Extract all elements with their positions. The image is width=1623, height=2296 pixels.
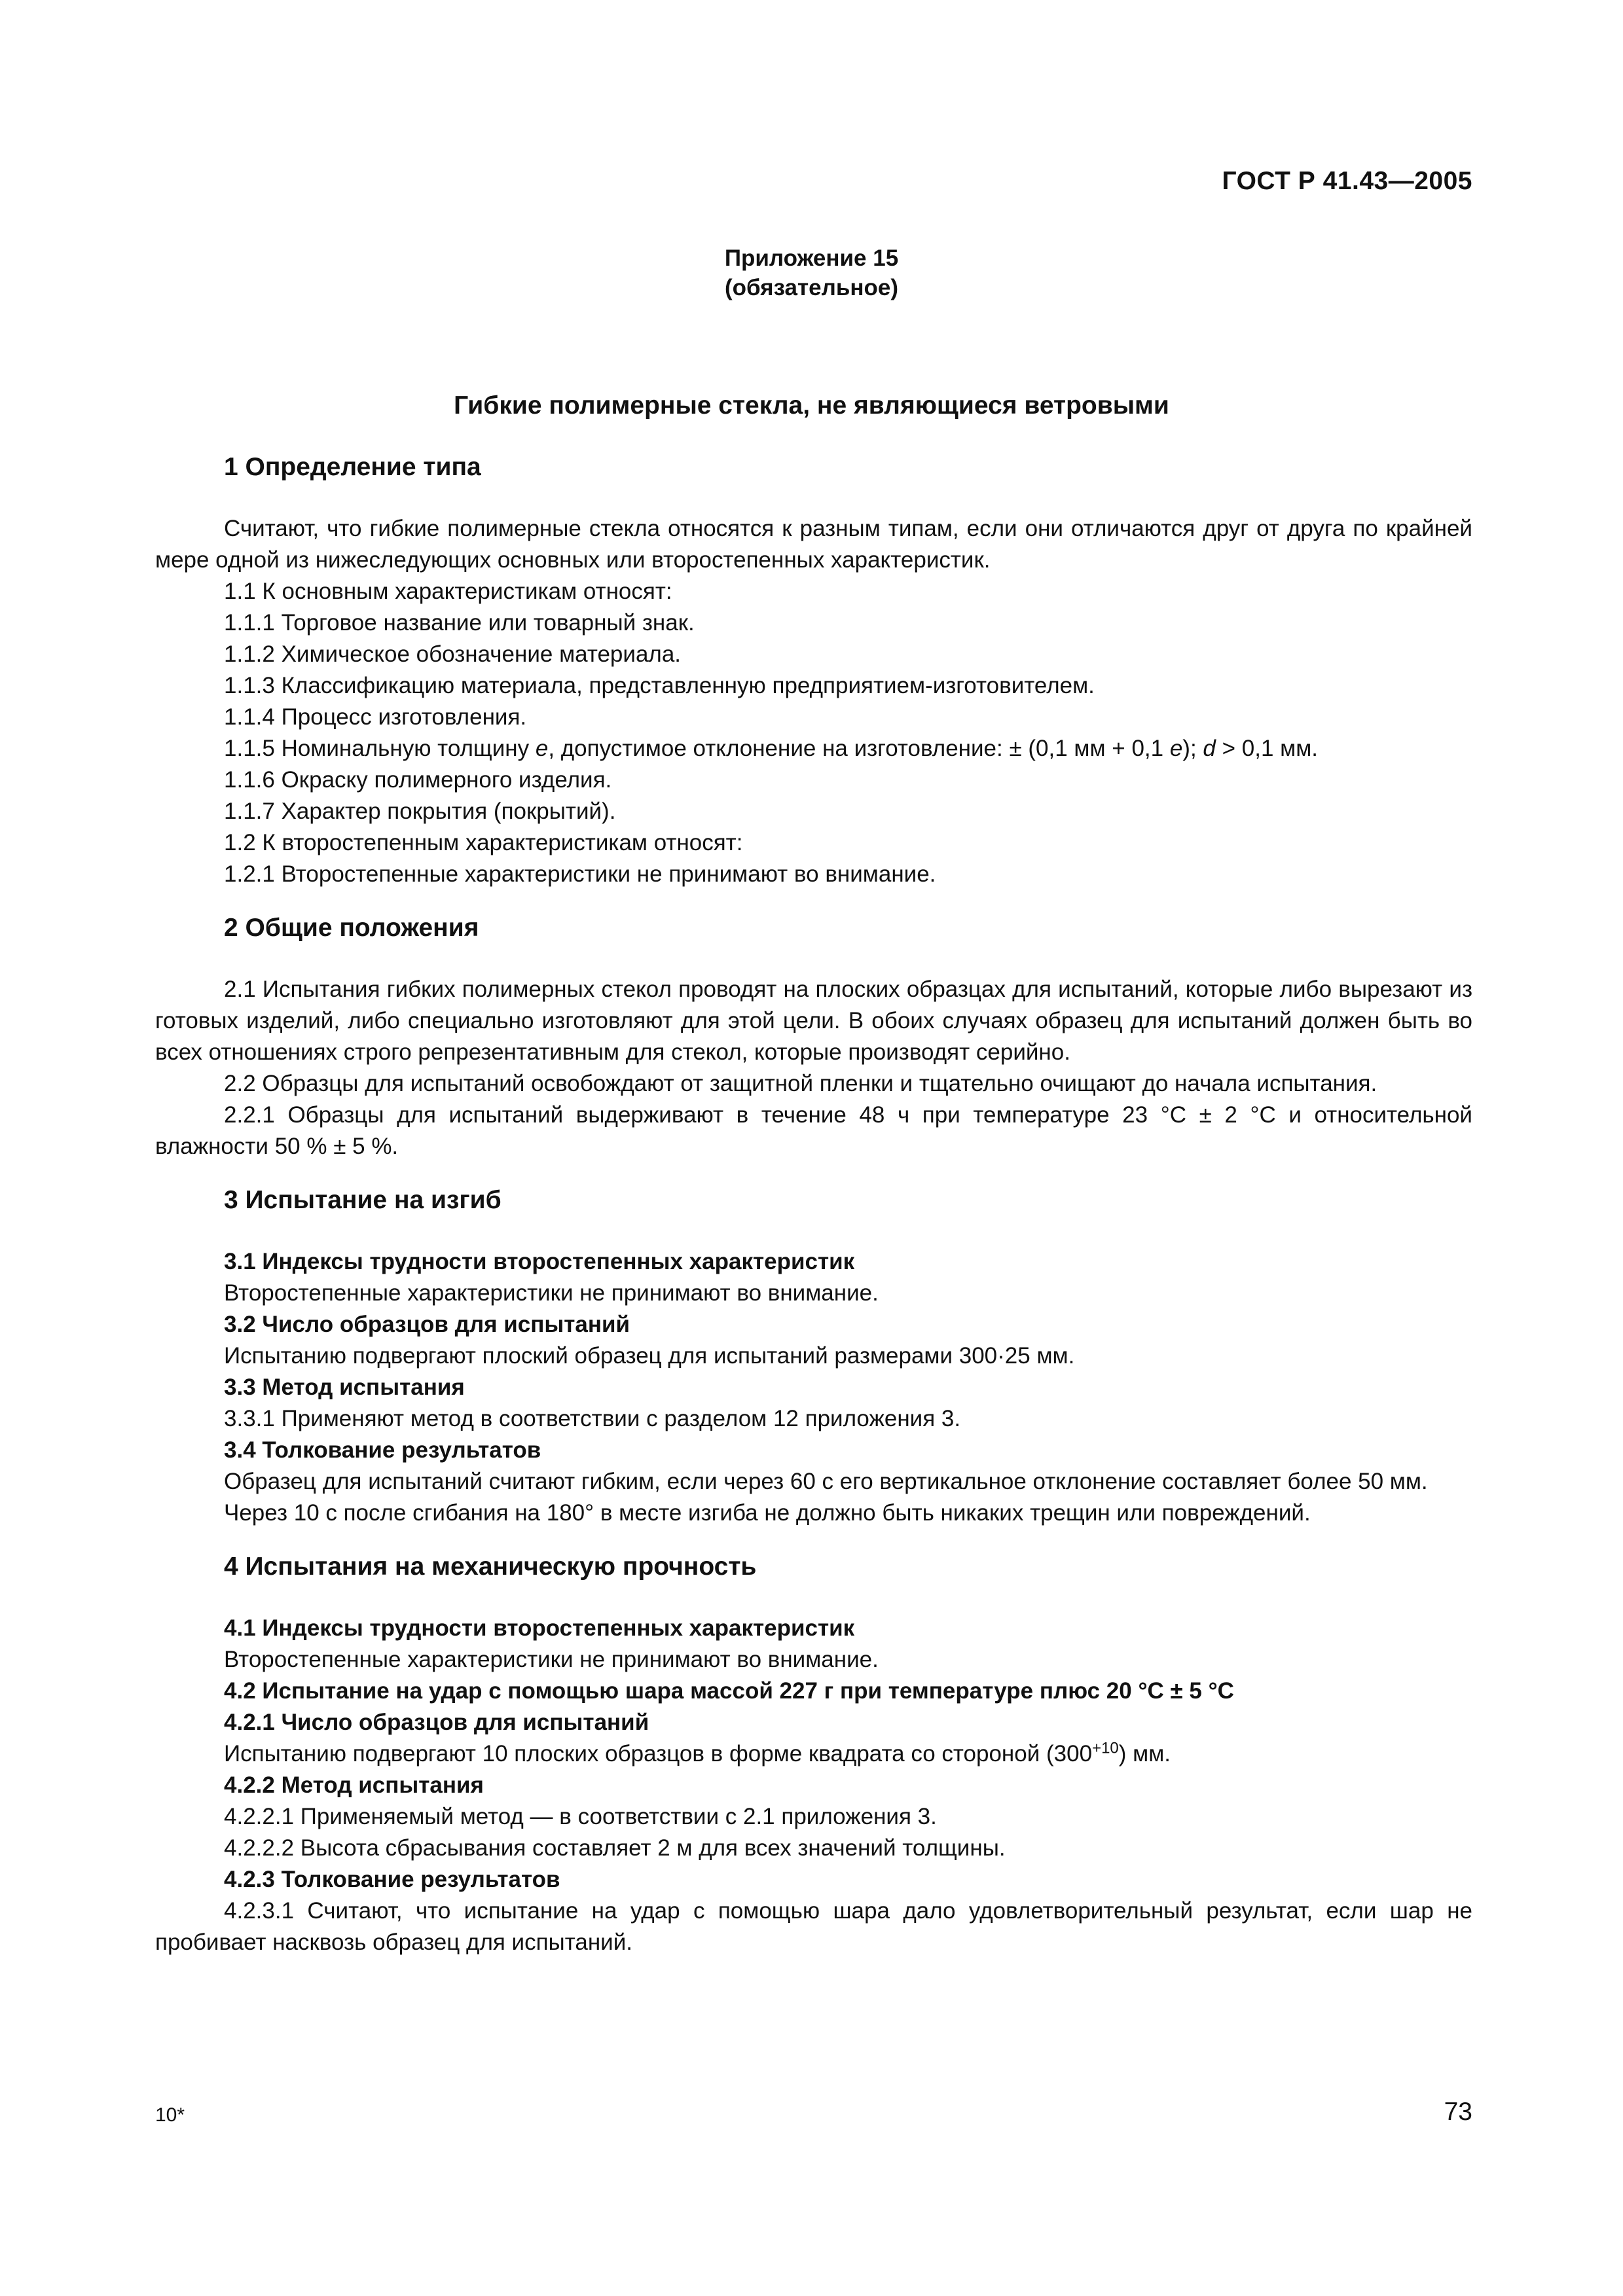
paragraph: 1.1 К основным характеристикам относят:	[224, 579, 672, 604]
paragraph: Образец для испытаний считают гибким, если через 60 с его вертикальное отклонение составляет более 50 мм.	[224, 1469, 1428, 1494]
subsection-heading: 4.2.2 Метод испытания	[224, 1772, 484, 1798]
paragraph: 4.2.3.1 Считают, что испытание на удар с помощью шара дало удовлетворительный результат, если шар не пробивает насквозь образец для испытаний.	[155, 1898, 1472, 1955]
paragraph: 1.2 К второстепенным характеристикам относят:	[224, 830, 743, 855]
subsection-heading: 4.2.3 Толкование результатов	[224, 1867, 560, 1892]
section-2-heading: 2 Общие положения	[224, 914, 479, 942]
paragraph: 1.1.5 Номинальную толщину e, допустимое отклонение на изготовление: ± (0,1 мм + 0,1 e); d > 0,1 мм.	[224, 736, 1318, 761]
signature-mark: 10*	[155, 2104, 185, 2126]
subsection-heading: 3.1 Индексы трудности второстепенных характеристик	[224, 1249, 855, 1274]
paragraph: Через 10 с после сгибания на 180° в месте изгиба не должно быть никаких трещин или повреждений.	[224, 1500, 1311, 1526]
paragraph: 3.3.1 Применяют метод в соответствии с разделом 12 приложения 3.	[224, 1406, 961, 1431]
subsection-heading: 4.2.1 Число образцов для испытаний	[224, 1710, 649, 1735]
paragraph: 1.1.4 Процесс изготовления.	[224, 704, 527, 730]
subsection-heading: 3.3 Метод испытания	[224, 1374, 465, 1400]
paragraph: Испытанию подвергают плоский образец для испытаний размерами 300·25 мм.	[224, 1343, 1075, 1369]
subsection-heading: 3.4 Толкование результатов	[224, 1437, 541, 1463]
paragraph: Считают, что гибкие полимерные стекла относятся к разным типам, если они отличаются друг от друга по крайней мере одной из нижеследующих основных или второстепенных характеристик.	[155, 516, 1472, 573]
subsection-heading: 4.1 Индексы трудности второстепенных характеристик	[224, 1615, 855, 1641]
paragraph: 2.2 Образцы для испытаний освобождают от защитной пленки и тщательно очищают до начала испытания.	[224, 1071, 1377, 1096]
subsection-heading: 4.2 Испытание на удар с помощью шара массой 227 г при температуре плюс 20 °С ± 5 °С	[224, 1678, 1234, 1704]
paragraph: 2.1 Испытания гибких полимерных стекол проводят на плоских образцах для испытаний, которые либо вырезают из готовых изделий, либо специально изготовляют для этой цели. В обоих случаях образец для испытаний должен быть во всех отношениях строго репрезентативным для стекол, которые производят серийно.	[155, 977, 1472, 1065]
annex-number: Приложение 15	[724, 245, 899, 271]
paragraph: 2.2.1 Образцы для испытаний выдерживают в течение 48 ч при температуре 23 °С ± 2 °С и относительной влажности 50 % ± 5 %.	[155, 1102, 1472, 1159]
paragraph: Второстепенные характеристики не принимают во внимание.	[224, 1280, 879, 1306]
paragraph: Испытанию подвергают 10 плоских образцов в форме квадрата со стороной $(300^{+10})$ мм.	[224, 1739, 1171, 1767]
annex-label	[0, 243, 1623, 302]
page-number: 73	[1444, 2098, 1472, 2126]
annex-status: (обязательное)	[724, 275, 898, 300]
paragraph: 1.1.1 Торговое название или товарный знак.	[224, 610, 695, 636]
paragraph: 1.2.1 Второстепенные характеристики не принимают во внимание.	[224, 861, 936, 887]
subsection-heading: 3.2 Число образцов для испытаний	[224, 1312, 630, 1337]
standard-code: ГОСТ Р 41.43—2005	[1222, 167, 1472, 195]
section-4-heading: 4 Испытания на механическую прочность	[224, 1552, 757, 1581]
paragraph: 1.1.2 Химическое обозначение материала.	[224, 641, 682, 667]
section-3-heading: 3 Испытание на изгиб	[224, 1186, 501, 1214]
paragraph: 1.1.6 Окраску полимерного изделия.	[224, 767, 612, 793]
paragraph: 1.1.3 Классификацию материала, представленную предприятием-изготовителем.	[224, 673, 1095, 698]
paragraph: Второстепенные характеристики не принимают во внимание.	[224, 1647, 879, 1672]
paragraph: 4.2.2.2 Высота сбрасывания составляет 2 м для всех значений толщины.	[224, 1835, 1006, 1861]
document-title: Гибкие полимерные стекла, не являющиеся ветровыми	[454, 391, 1169, 420]
document-body	[155, 452, 1472, 1958]
paragraph: 1.1.7 Характер покрытия (покрытий).	[224, 798, 616, 824]
paragraph: 4.2.2.1 Применяемый метод — в соответствии с 2.1 приложения 3.	[224, 1804, 937, 1829]
section-1-heading: 1 Определение типа	[224, 453, 481, 481]
